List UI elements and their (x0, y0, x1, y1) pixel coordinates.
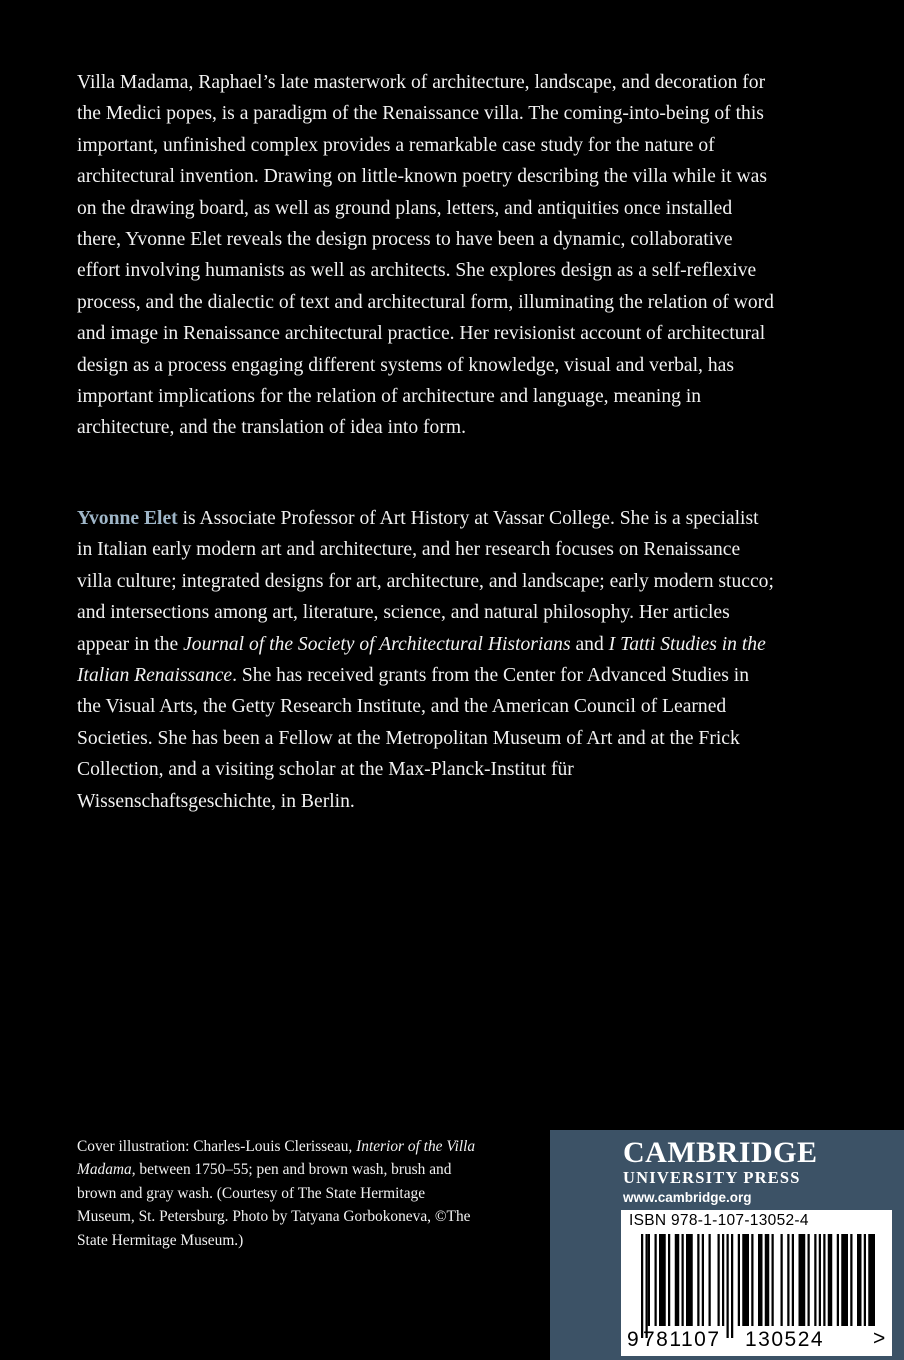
cover-credit (77, 1135, 477, 1252)
barcode-bar (641, 1234, 643, 1338)
barcode-icon (621, 1234, 892, 1342)
barcode-bar (837, 1234, 839, 1326)
barcode-bar (819, 1234, 821, 1326)
barcode-bar (659, 1234, 666, 1326)
barcode-left-digits: 781107 (643, 1328, 721, 1351)
barcode-bar (646, 1234, 648, 1338)
artwork-title: Interior of the Villa Madama (77, 1138, 476, 1179)
barcode-bar (781, 1234, 783, 1326)
barcode-bar (828, 1234, 830, 1326)
barcode-bar (850, 1234, 852, 1326)
barcode-bar (648, 1234, 650, 1326)
barcode-bar (731, 1234, 733, 1338)
barcode-panel (621, 1210, 892, 1356)
barcode-bar (668, 1234, 670, 1326)
barcode-bar (765, 1234, 770, 1326)
barcode-bar (738, 1234, 740, 1326)
barcode-bar (718, 1234, 720, 1326)
barcode-right-digits: 130524 (745, 1328, 825, 1351)
barcode-bar (792, 1234, 794, 1326)
barcode-bar (742, 1234, 749, 1326)
barcode-bar (709, 1234, 711, 1326)
barcode-bar (830, 1234, 832, 1326)
barcode-bar (799, 1234, 806, 1326)
publisher-website: www.cambridge.org (623, 1190, 752, 1205)
barcode-bar (814, 1234, 816, 1326)
barcode-bar (655, 1234, 657, 1326)
barcode-bar (697, 1234, 699, 1326)
barcode-bar (857, 1234, 862, 1326)
journal-title-2: I Tatti Studies in the Italian Renaissance (77, 633, 766, 687)
cover-credit-text-1: Cover illustration: Charles-Louis Clerisseau, (77, 1138, 357, 1155)
author-name: Yvonne Elet (77, 508, 178, 529)
book-description: Villa Madama, Raphael’s late masterwork of architecture, landscape, and decoration for the Medici popes, is a paradigm of the Renaissance villa. The coming-into-being of this important, unfinished complex provides a remarkable case study for the nature of architectural invention. Drawing on little-known poetry describing the villa while it was on the drawing board, as well as ground plans, letters, and antiquities once installed there, Yvonne Elet reveals the design process to have been a dynamic, collaborative effort involving humanists as well as architects. She explores design as a self-reflexive process, and the dialectic of text and architectural form, illuminating the relation of word and image in Renaissance architectural practice. Her revisionist account of architectural design as a process engaging different systems of knowledge, visual and verbal, has important implications for the relation of architecture and language, meaning in architecture, and the translation of idea into form. (77, 72, 774, 439)
author-bio-text-3: . She has received grants from the Center for Advanced Studies in the Visual Arts, the Getty Research Institute, and the American Council of Learned Societies. She has been a Fellow at the Metropolitan Museum of Art and at the Frick Collection, and a visiting scholar at the Max-Planck-Institut für Wissenschaftsgeschichte, in Berlin. (77, 665, 750, 812)
barcode-bar (686, 1234, 693, 1326)
publisher-name: CAMBRIDGE (623, 1136, 818, 1169)
isbn-label: ISBN 978-1-107-13052-4 (629, 1212, 809, 1229)
barcode-lead-digit: 9 (627, 1328, 639, 1351)
author-bio-text-2: and (570, 633, 609, 655)
barcode-bar (682, 1234, 684, 1326)
author-bio (77, 503, 777, 817)
barcode-bar (727, 1234, 729, 1338)
barcode-bar (841, 1234, 848, 1326)
barcode-bar (868, 1234, 875, 1326)
publisher-subtitle: UNIVERSITY PRESS (623, 1168, 801, 1187)
barcode-arrow: > (873, 1327, 886, 1350)
barcode-bar (787, 1234, 789, 1326)
journal-title-1: Journal of the Society of Architectural Historians (183, 633, 571, 655)
publisher-box (550, 1130, 904, 1360)
author-bio-text-1: is Associate Professor of Art History at Vassar College. She is a specialist in Italian early modern art and architecture, and her research focuses on Renaissance villa culture; integrated designs for art, architecture, and landscape; early modern stucco; and intersections among art, literature, science, and natural philosophy. Her articles appear in the (77, 508, 774, 655)
barcode-bar (864, 1234, 866, 1326)
barcode-bar (758, 1234, 763, 1326)
barcode-bar (675, 1234, 680, 1326)
barcode-bar (823, 1234, 825, 1326)
barcode-bar (751, 1234, 753, 1326)
cover-credit-text-2: , between 1750–55; pen and brown wash, brush and brown and gray wash. (Courtesy of The State Hermitage Museum, St. Petersburg. Photo by Tatyana Gorbokoneva, ©The State Hermitage Museum.) (77, 1161, 471, 1249)
barcode-bar (722, 1234, 724, 1326)
barcode-bar (808, 1234, 810, 1326)
barcode-bar (772, 1234, 774, 1326)
barcode-bar (702, 1234, 704, 1326)
